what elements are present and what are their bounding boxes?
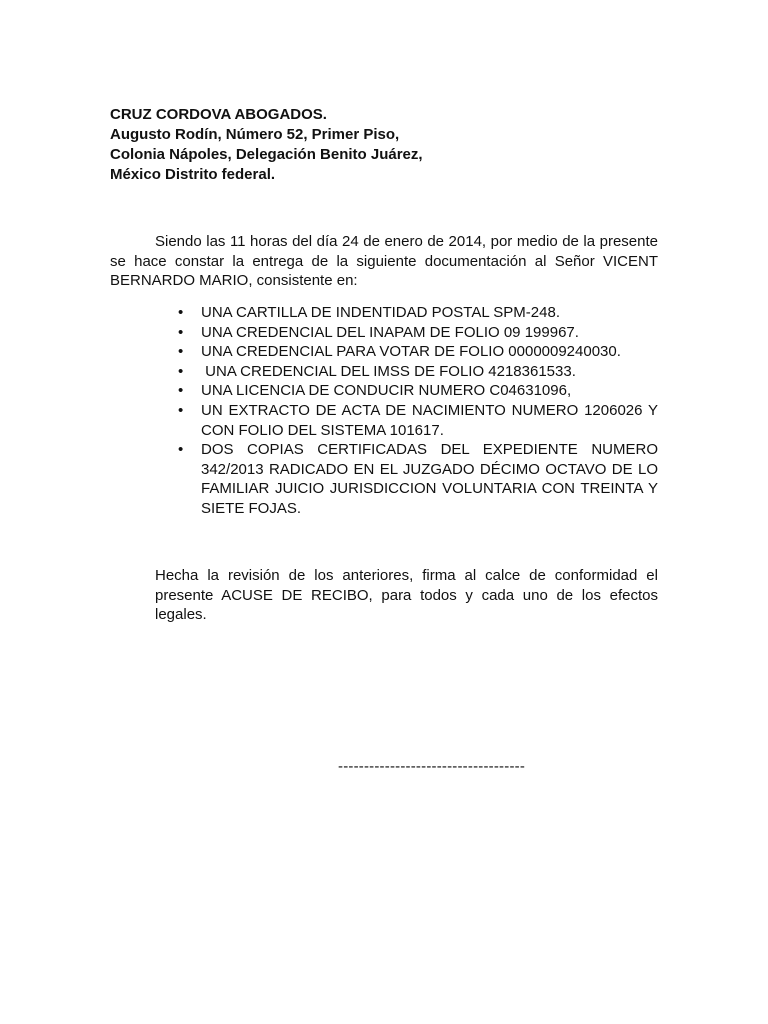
- document-list: [178, 303, 658, 519]
- list-item: • UNA CREDENCIAL DEL INAPAM DE FOLIO 09 199967.: [178, 323, 579, 341]
- address-line-2: Colonia Nápoles, Delegación Benito Juárez,: [110, 146, 423, 163]
- list-item: • UNA LICENCIA DE CONDUCIR NUMERO C04631096,: [178, 382, 572, 400]
- closing-paragraph: Hecha la revisión de los anteriores, firma al calce de conformidad el presente ACUSE DE RECIBO, para todos y cada uno de los efectos legales.: [155, 567, 658, 624]
- list-item: • DOS COPIAS CERTIFICADAS DEL EXPEDIENTE NUMERO 342/2013 RADICADO EN EL JUZGADO DÉCIMO OCTAVO DE LO FAMILIAR JUICIO JURISDICCION VOLUNTARIA CON TREINTA Y SIETE FOJAS.: [178, 441, 658, 517]
- intro-paragraph: Siendo las 11 horas del día 24 de enero de 2014, por medio de la presente se hace constar la entrega de la siguiente documentación al Señor VICENT BERNARDO MARIO, consistente en:: [110, 233, 658, 290]
- list-item: • UN EXTRACTO DE ACTA DE NACIMIENTO NUMERO 1206026 Y CON FOLIO DEL SISTEMA 101617.: [178, 401, 658, 439]
- bullet-icon: •: [178, 304, 184, 321]
- bullet-icon: •: [178, 401, 184, 419]
- list-item: • UNA CARTILLA DE INDENTIDAD POSTAL SPM-248.: [178, 304, 560, 321]
- firm-name: CRUZ CORDOVA ABOGADOS.: [110, 106, 327, 123]
- bullet-icon: •: [178, 323, 184, 341]
- list-item: • UNA CREDENCIAL PARA VOTAR DE FOLIO 0000009240030.: [178, 343, 621, 361]
- bullet-icon: •: [178, 382, 184, 400]
- list-item: • UNA CREDENCIAL DEL IMSS DE FOLIO 4218361533.: [178, 362, 576, 380]
- bullet-icon: •: [178, 362, 184, 380]
- address-line-3: México Distrito federal.: [110, 166, 276, 183]
- bullet-icon: •: [178, 343, 184, 361]
- address-line-1: Augusto Rodín, Número 52, Primer Piso,: [110, 126, 400, 143]
- signature-line: ------------------------------------: [338, 758, 526, 775]
- bullet-icon: •: [178, 441, 184, 459]
- letterhead: [110, 105, 423, 185]
